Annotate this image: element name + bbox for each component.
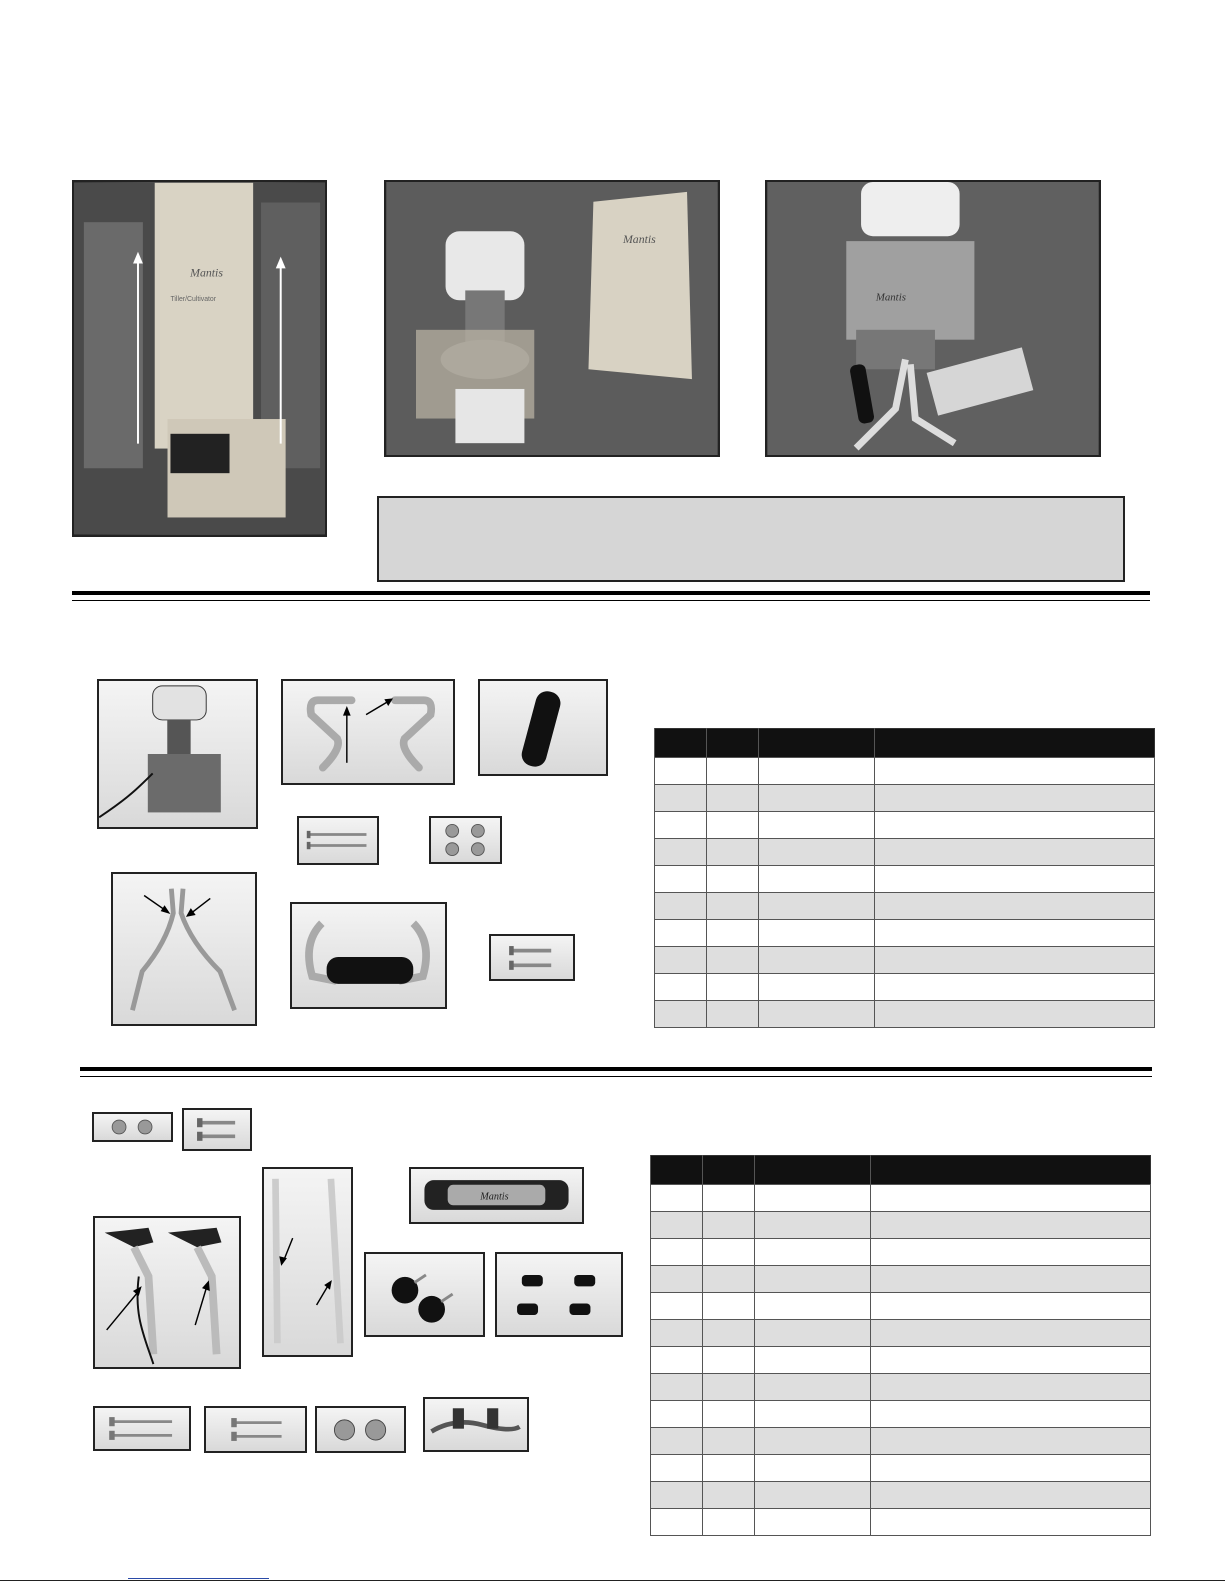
table-cell <box>755 1401 871 1428</box>
table-cell <box>651 1320 703 1347</box>
photo-part-round-knobs <box>364 1252 485 1337</box>
photo-part-acorn-nuts <box>315 1406 406 1453</box>
photo-tiller-removed-from-carton <box>384 180 720 457</box>
table-cell <box>875 839 1155 866</box>
table-cell <box>655 920 707 947</box>
table-row <box>651 1293 1151 1320</box>
table-cell <box>755 1212 871 1239</box>
table-row <box>651 1428 1151 1455</box>
table-cell <box>759 866 875 893</box>
table-cell <box>651 1401 703 1428</box>
table-cell <box>651 1185 703 1212</box>
table-row <box>651 1509 1151 1536</box>
table-cell <box>755 1455 871 1482</box>
table-cell <box>655 758 707 785</box>
photo-part-upper-cross-handle <box>409 1167 584 1224</box>
table-cell <box>871 1212 1151 1239</box>
table-cell <box>759 758 875 785</box>
table-cell <box>703 1374 755 1401</box>
photo-part-short-bolts <box>489 934 575 981</box>
table-cell <box>651 1212 703 1239</box>
table-1-header-ref <box>655 729 707 758</box>
photo-part-upper-handle-tube <box>111 872 257 1026</box>
table-row <box>651 1320 1151 1347</box>
table-cell <box>759 974 875 1001</box>
table-row <box>651 1401 1151 1428</box>
photo-part-wing-knobs <box>495 1252 623 1337</box>
table-cell <box>655 785 707 812</box>
table-cell <box>655 947 707 974</box>
table-cell <box>655 974 707 1001</box>
photo-part-cable-clips <box>423 1397 529 1452</box>
table-row <box>655 974 1155 1001</box>
photo-part-bolts-pair <box>182 1108 252 1151</box>
photo-part-engine-tine-assembly <box>97 679 258 829</box>
table-cell <box>703 1455 755 1482</box>
table-cell <box>703 1320 755 1347</box>
table-row <box>655 893 1155 920</box>
table-cell <box>875 947 1155 974</box>
table-cell <box>707 920 759 947</box>
table-cell <box>759 947 875 974</box>
table-cell <box>755 1428 871 1455</box>
table-2-header-ref <box>651 1156 703 1185</box>
table-row <box>651 1374 1151 1401</box>
footer-divider <box>0 1580 1225 1581</box>
table-cell <box>703 1401 755 1428</box>
table-cell <box>703 1293 755 1320</box>
table-cell <box>871 1401 1151 1428</box>
table-cell <box>871 1509 1151 1536</box>
section-divider-top-thin <box>72 600 1150 601</box>
table-cell <box>703 1212 755 1239</box>
table-cell <box>871 1266 1151 1293</box>
table-cell <box>871 1482 1151 1509</box>
table-row <box>655 866 1155 893</box>
table-2-header-qty <box>703 1156 755 1185</box>
table-cell <box>875 758 1155 785</box>
table-cell <box>871 1239 1151 1266</box>
table-cell <box>703 1239 755 1266</box>
table-row <box>651 1266 1151 1293</box>
table-cell <box>755 1293 871 1320</box>
table-cell <box>707 947 759 974</box>
parts-table-2-header-row <box>651 1156 1151 1185</box>
table-cell <box>651 1374 703 1401</box>
photo-part-lower-handles <box>281 679 455 785</box>
table-cell <box>755 1239 871 1266</box>
note-box <box>377 496 1125 582</box>
table-row <box>655 812 1155 839</box>
table-cell <box>703 1347 755 1374</box>
photo-part-throttle-handles <box>93 1216 241 1369</box>
table-cell <box>755 1347 871 1374</box>
table-1-header-description <box>875 729 1155 758</box>
photo-part-long-bolts <box>297 816 379 865</box>
table-cell <box>651 1266 703 1293</box>
footer-link-underline[interactable] <box>128 1578 269 1579</box>
table-cell <box>875 1001 1155 1028</box>
table-cell <box>651 1347 703 1374</box>
photo-part-hex-nuts-four <box>429 816 502 864</box>
table-cell <box>703 1482 755 1509</box>
table-cell <box>651 1509 703 1536</box>
table-cell <box>755 1374 871 1401</box>
table-row <box>651 1347 1151 1374</box>
table-cell <box>871 1185 1151 1212</box>
photo-part-upper-handle-tubes <box>262 1167 353 1357</box>
table-cell <box>875 785 1155 812</box>
table-row <box>655 920 1155 947</box>
photo-unboxing-open-carton <box>72 180 327 537</box>
table-cell <box>707 785 759 812</box>
table-cell <box>651 1482 703 1509</box>
table-cell <box>651 1455 703 1482</box>
table-cell <box>707 812 759 839</box>
cross-handle-brand-text: Mantis <box>480 1191 509 1203</box>
table-1-header-part <box>759 729 875 758</box>
table-cell <box>651 1239 703 1266</box>
table-cell <box>871 1428 1151 1455</box>
table-cell <box>759 785 875 812</box>
carton-brand-text-2: Mantis <box>622 232 656 247</box>
tiller-brand-text: Mantis <box>875 291 906 304</box>
table-cell <box>875 866 1155 893</box>
table-cell <box>707 839 759 866</box>
table-2-header-part <box>755 1156 871 1185</box>
table-cell <box>871 1374 1151 1401</box>
table-row <box>655 758 1155 785</box>
table-cell <box>875 812 1155 839</box>
section-divider-middle <box>80 1067 1152 1071</box>
table-cell <box>651 1293 703 1320</box>
table-cell <box>759 920 875 947</box>
table-cell <box>703 1509 755 1536</box>
table-cell <box>759 812 875 839</box>
carton-subtitle-text: Tiller/Cultivator <box>170 295 217 303</box>
table-row <box>651 1185 1151 1212</box>
section-divider-middle-thin <box>80 1076 1152 1077</box>
table-cell <box>755 1482 871 1509</box>
photo-tiller-and-accessories <box>765 180 1101 457</box>
table-cell <box>655 866 707 893</box>
table-row <box>651 1239 1151 1266</box>
carton-brand-text: Mantis <box>190 265 223 280</box>
table-cell <box>707 893 759 920</box>
table-row <box>651 1482 1151 1509</box>
table-cell <box>703 1185 755 1212</box>
table-cell <box>755 1509 871 1536</box>
photo-part-carry-handle <box>290 902 447 1009</box>
table-cell <box>707 758 759 785</box>
table-row <box>655 947 1155 974</box>
table-cell <box>655 1001 707 1028</box>
table-row <box>655 785 1155 812</box>
table-cell <box>655 893 707 920</box>
parts-table-1-header-row <box>655 729 1155 758</box>
table-cell <box>875 974 1155 1001</box>
table-1-header-qty <box>707 729 759 758</box>
table-cell <box>875 893 1155 920</box>
table-cell <box>755 1185 871 1212</box>
table-cell <box>707 974 759 1001</box>
table-cell <box>759 839 875 866</box>
photo-part-hex-nuts-two <box>92 1112 173 1142</box>
table-cell <box>655 812 707 839</box>
parts-table-1 <box>654 728 1155 1028</box>
table-cell <box>703 1266 755 1293</box>
table-cell <box>759 1001 875 1028</box>
section-divider-top <box>72 591 1150 595</box>
table-cell <box>655 839 707 866</box>
table-cell <box>871 1347 1151 1374</box>
table-row <box>655 1001 1155 1028</box>
table-cell <box>703 1428 755 1455</box>
photo-part-carriage-bolts-long <box>93 1406 191 1451</box>
table-cell <box>651 1428 703 1455</box>
photo-part-foam-grip <box>478 679 608 776</box>
table-cell <box>871 1455 1151 1482</box>
table-cell <box>707 866 759 893</box>
table-row <box>655 839 1155 866</box>
table-cell <box>755 1266 871 1293</box>
table-cell <box>871 1293 1151 1320</box>
table-cell <box>759 893 875 920</box>
table-cell <box>871 1320 1151 1347</box>
parts-table-2 <box>650 1155 1151 1536</box>
table-cell <box>755 1320 871 1347</box>
table-row <box>651 1212 1151 1239</box>
table-2-header-description <box>871 1156 1151 1185</box>
table-cell <box>875 920 1155 947</box>
table-cell <box>707 1001 759 1028</box>
table-row <box>651 1455 1151 1482</box>
photo-part-carriage-bolts-short <box>204 1406 307 1453</box>
